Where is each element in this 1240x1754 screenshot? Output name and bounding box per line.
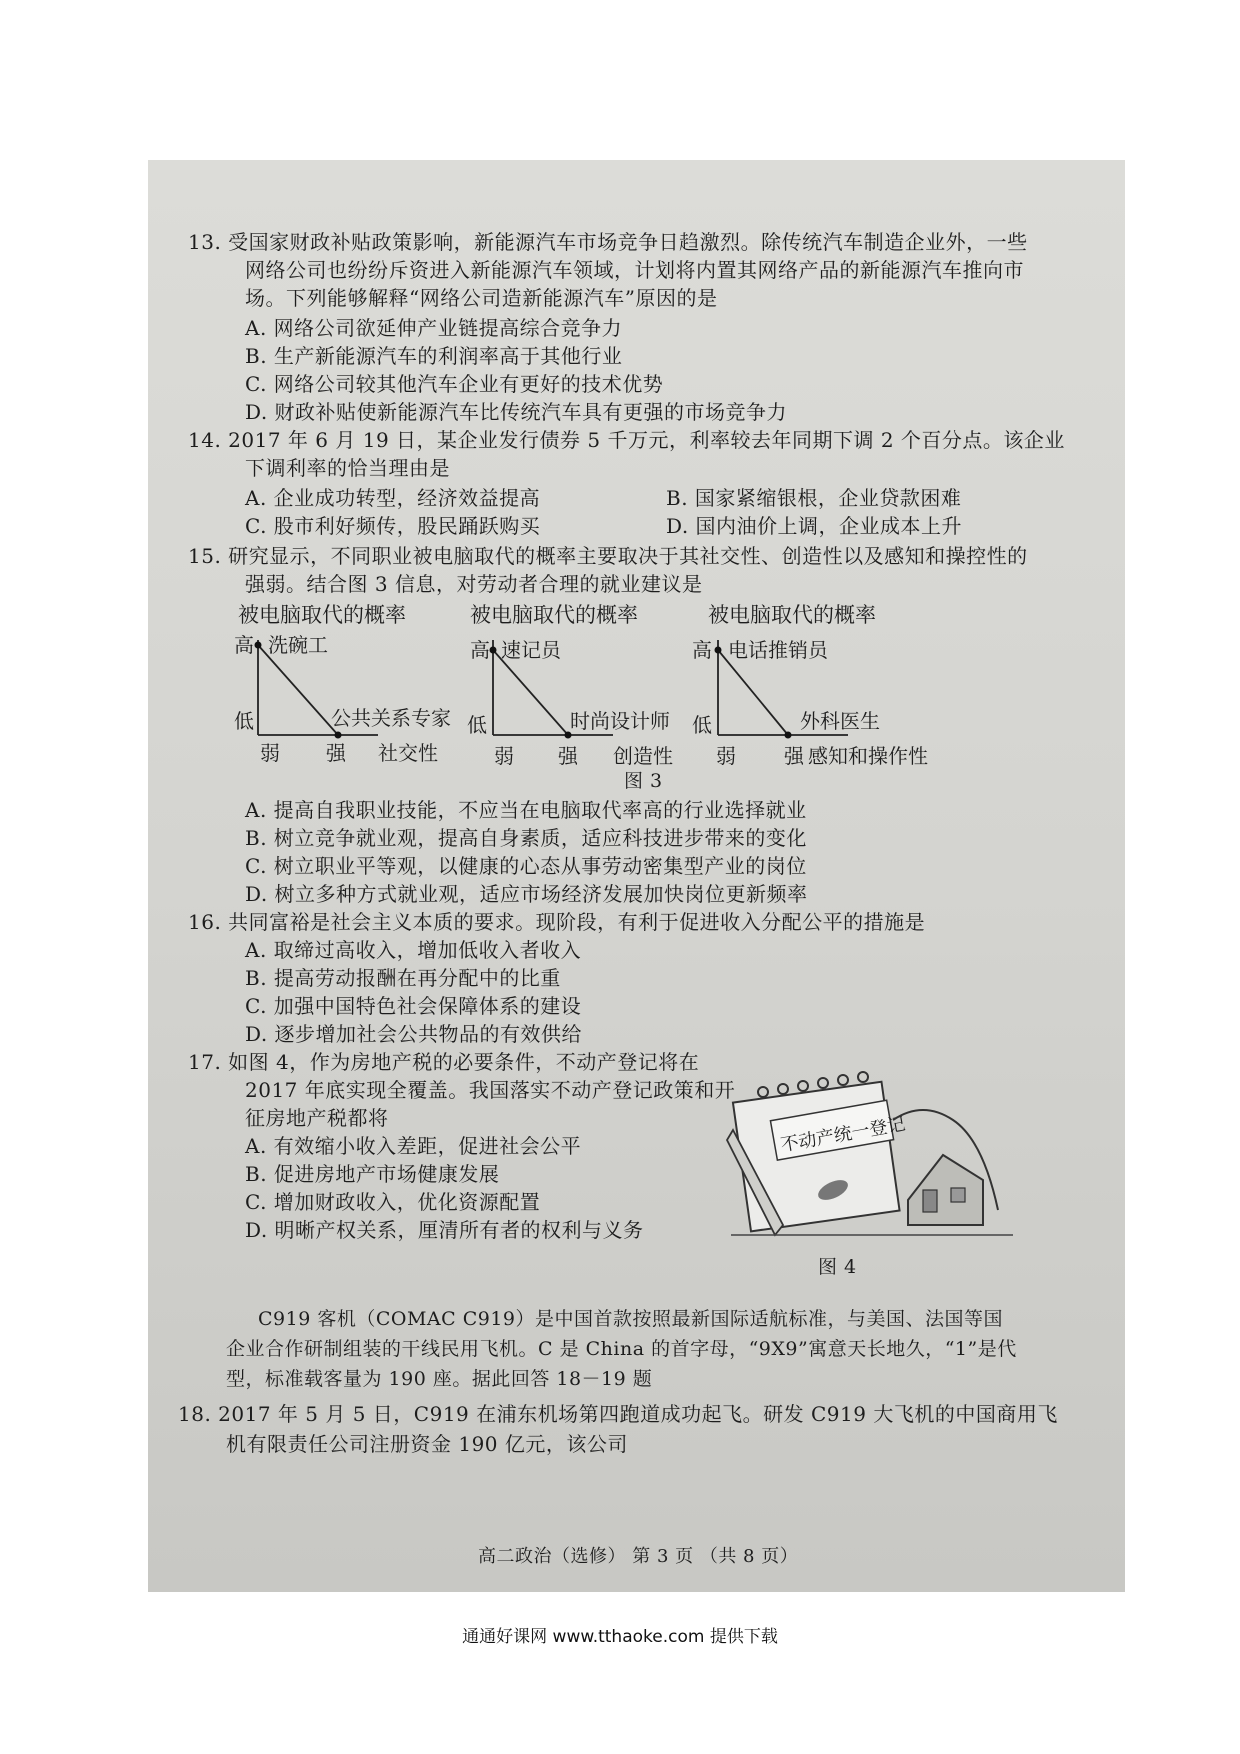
chart-creativity-x-strong: 强 <box>558 744 578 768</box>
chart-social-y-high: 高 <box>234 633 254 657</box>
chart-perception-y-high: 高 <box>692 638 712 662</box>
passage-line-3: 型，标准载客量为 190 座。据此回答 18－19 题 <box>226 1368 653 1390</box>
q14-option-d: D. 国内油价上调，企业成本上升 <box>666 514 963 538</box>
q13-option-a: A. 网络公司欲延伸产业链提高综合竞争力 <box>245 316 623 340</box>
chart-perception-x-weak: 弱 <box>716 744 736 768</box>
chart-social-x-weak: 弱 <box>260 741 280 765</box>
q17-option-a: A. 有效缩小收入差距，促进社会公平 <box>245 1134 582 1158</box>
q13-stem-line-2: 网络公司也纷纷斥资进入新能源汽车领域，计划将内置其网络产品的新能源汽车推向市 <box>245 258 1024 282</box>
q16-option-d: D. 逐步增加社会公共物品的有效供给 <box>245 1022 583 1046</box>
chart-creativity-y-low: 低 <box>467 713 487 737</box>
chart-creativity-y-high: 高 <box>470 638 490 662</box>
chart-social-point-high <box>255 642 262 649</box>
q13-option-c: C. 网络公司较其他汽车企业有更好的技术优势 <box>245 372 664 396</box>
chart-perception <box>692 603 928 768</box>
q13-stem-line-3: 场。下列能够解释“网络公司造新能源汽车”原因的是 <box>245 286 718 310</box>
figure-4-cartoon <box>723 1060 1043 1260</box>
chart-social <box>234 603 451 765</box>
chart-social-xlabel: 社交性 <box>378 741 438 765</box>
chart-social-label-low: 公共关系专家 <box>331 706 451 730</box>
q14-stem-line-2: 下调利率的恰当理由是 <box>245 456 450 480</box>
q14-option-a: A. 企业成功转型，经济效益提高 <box>245 486 541 510</box>
exam-page-photo <box>148 160 1125 1592</box>
figure-4-caption: 图 4 <box>818 1256 857 1278</box>
chart-creativity <box>467 603 673 768</box>
chart-perception-x-strong: 强 <box>784 744 804 768</box>
figure-4-sign-text: 不动产统一登记 <box>779 1113 907 1157</box>
chart-perception-label-low: 外科医生 <box>800 709 880 733</box>
q13-option-b: B. 生产新能源汽车的利润率高于其他行业 <box>245 344 623 368</box>
q17-option-b: B. 促进房地产市场健康发展 <box>245 1162 500 1186</box>
chart-social-line <box>258 645 338 735</box>
q17-stem-line-1: 17. 如图 4，作为房地产税的必要条件，不动产登记将在 <box>188 1050 700 1074</box>
q13-stem-line-1: 13. 受国家财政补贴政策影响，新能源汽车市场竞争日趋激烈。除传统汽车制造企业外，一些 <box>188 230 1028 254</box>
q18-stem-line-2: 机有限责任公司注册资金 190 亿元，该公司 <box>226 1432 628 1456</box>
house-icon <box>908 1155 983 1225</box>
chart-creativity-xlabel: 创造性 <box>613 744 673 768</box>
figure-3-charts <box>208 600 1108 780</box>
chart-social-y-low: 低 <box>234 709 254 733</box>
passage-line-2: 企业合作研制组装的干线民用飞机。C 是 China 的首字母，“9X9”寓意天长地久，“1”是代 <box>226 1338 1017 1360</box>
chart-creativity-title: 被电脑取代的概率 <box>470 603 638 627</box>
chart-perception-point-high <box>715 647 722 654</box>
chart-perception-point-low <box>785 732 792 739</box>
chart-social-title: 被电脑取代的概率 <box>238 603 406 627</box>
chart-creativity-label-low: 时尚设计师 <box>570 709 670 733</box>
q17-stem-line-2: 2017 年底实现全覆盖。我国落实不动产登记政策和开 <box>245 1078 736 1102</box>
q17-stem-line-3: 征房地产税都将 <box>245 1106 389 1130</box>
q17-option-c: C. 增加财政收入，优化资源配置 <box>245 1190 541 1214</box>
q15-option-b: B. 树立竞争就业观，提高自身素质，适应科技进步带来的变化 <box>245 826 807 850</box>
q17-option-d: D. 明晰产权关系，厘清所有者的权利与义务 <box>245 1218 644 1242</box>
chart-perception-xlabel: 感知和操作性 <box>808 744 928 768</box>
house-window-icon <box>951 1188 965 1202</box>
chart-creativity-point-high <box>490 647 497 654</box>
chart-social-x-strong: 强 <box>326 741 346 765</box>
q15-option-c: C. 树立职业平等观，以健康的心态从事劳动密集型产业的岗位 <box>245 854 807 878</box>
q15-option-d: D. 树立多种方式就业观，适应市场经济发展加快岗位更新频率 <box>245 882 808 906</box>
q15-stem-line-2: 强弱。结合图 3 信息，对劳动者合理的就业建议是 <box>245 572 703 596</box>
chart-perception-label-high: 电话推销员 <box>728 638 828 662</box>
chart-perception-title: 被电脑取代的概率 <box>708 603 876 627</box>
q13-option-d: D. 财政补贴使新能源汽车比传统汽车具有更强的市场竞争力 <box>245 400 788 424</box>
q14-option-b: B. 国家紧缩银根，企业贷款困难 <box>666 486 962 510</box>
q14-stem-line-1: 14. 2017 年 6 月 19 日，某企业发行债券 5 千万元，利率较去年同期下调 2 个百分点。该企业 <box>188 428 1065 452</box>
figure-3-caption: 图 3 <box>624 770 663 792</box>
q16-option-b: B. 提高劳动报酬在再分配中的比重 <box>245 966 561 990</box>
passage-line-1: C919 客机（COMAC C919）是中国首款按照最新国际适航标准，与美国、法国等国 <box>258 1308 1004 1330</box>
q15-stem-line-1: 15. 研究显示，不同职业被电脑取代的概率主要取决于其社交性、创造性以及感知和操控性的 <box>188 544 1028 568</box>
q16-option-c: C. 加强中国特色社会保障体系的建设 <box>245 994 582 1018</box>
download-watermark: 通通好课网 www.tthaoke.com 提供下载 <box>462 1627 778 1647</box>
chart-social-label-high: 洗碗工 <box>268 633 328 657</box>
q18-stem-line-1: 18. 2017 年 5 月 5 日，C919 在浦东机场第四跑道成功起飞。研发 C919 大飞机的中国商用飞 <box>178 1402 1058 1426</box>
chart-creativity-x-weak: 弱 <box>494 744 514 768</box>
q16-stem: 16. 共同富裕是社会主义本质的要求。现阶段，有利于促进收入分配公平的措施是 <box>188 910 926 934</box>
q14-option-c: C. 股市利好频传，股民踊跃购买 <box>245 514 541 538</box>
chart-perception-line <box>718 650 788 735</box>
chart-creativity-line <box>493 650 568 735</box>
chart-creativity-label-high: 速记员 <box>501 638 561 662</box>
chart-social-point-low <box>335 732 342 739</box>
chart-perception-y-low: 低 <box>692 713 712 737</box>
house-door-icon <box>923 1190 937 1212</box>
page-footer: 高二政治（选修） 第 3 页 （共 8 页） <box>478 1546 799 1567</box>
q16-option-a: A. 取缔过高收入，增加低收入者收入 <box>245 938 582 962</box>
q15-option-a: A. 提高自我职业技能，不应当在电脑取代率高的行业选择就业 <box>245 798 807 822</box>
